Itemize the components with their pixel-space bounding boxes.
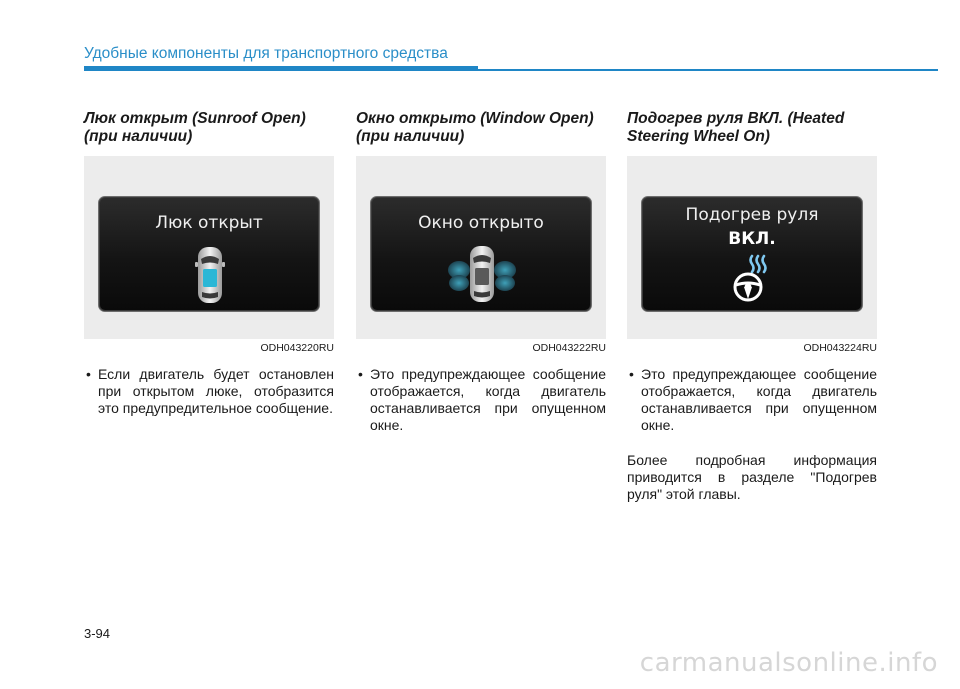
section-title-line1: Окно открыто (Window Open) (356, 110, 594, 127)
figure-code: ODH043222RU (532, 342, 606, 354)
page-number: 3-94 (84, 626, 111, 641)
cluster-display (641, 196, 863, 312)
section-title-line1: Люк открыт (Sunroof Open) (84, 110, 306, 127)
figure-window-open (356, 156, 606, 339)
section-title-line2: Steering Wheel On) (627, 128, 770, 145)
figure-code: ODH043220RU (260, 342, 334, 354)
section-title (84, 110, 334, 156)
section-heated-steering-wheel (627, 110, 877, 503)
section-title-line2: (при наличии) (356, 128, 465, 145)
figure-code: ODH043224RU (803, 342, 877, 354)
cluster-display (370, 196, 592, 312)
display-message: Окно открыто (418, 213, 544, 233)
bullet-text: • Если двигатель будет остановлен при открытом люке, отобразится это предупредительное сообщение. (84, 366, 334, 417)
bullet-text: • Это предупреждающее сообщение отображается, когда двигатель останавливается при опущенном окне. (356, 366, 606, 434)
car-sunroof-open-icon (195, 245, 225, 305)
display-message-line1: Подогрев руля (685, 205, 819, 225)
header-rule-thin (478, 69, 938, 71)
watermark: carmanualsonline.info (639, 648, 938, 678)
car-window-open-icon (439, 243, 525, 305)
header-rule-thick (84, 66, 478, 71)
cluster-display (98, 196, 320, 312)
figure-heated-steering-wheel (627, 156, 877, 339)
section-title-line2: (при наличии) (84, 128, 193, 145)
section-title (356, 110, 606, 156)
section-title (627, 110, 877, 156)
display-message: Люк открыт (155, 213, 263, 233)
display-message-line2: ВКЛ. (728, 229, 776, 249)
heated-steering-wheel-icon (730, 253, 776, 303)
section-title-line1: Подогрев руля ВКЛ. (Heated (627, 110, 845, 127)
section-sunroof-open (84, 110, 334, 417)
figure-sunroof-open (84, 156, 334, 339)
header-title: Удобные компоненты для транспортного средства (84, 45, 448, 62)
bullet-text: • Это предупреждающее сообщение отображается, когда двигатель останавливается при опущенном окне. (627, 366, 877, 434)
paragraph-text: Более подробная информация приводится в разделе "Подогрев руля" этой главы. (627, 452, 877, 502)
section-window-open (356, 110, 606, 434)
